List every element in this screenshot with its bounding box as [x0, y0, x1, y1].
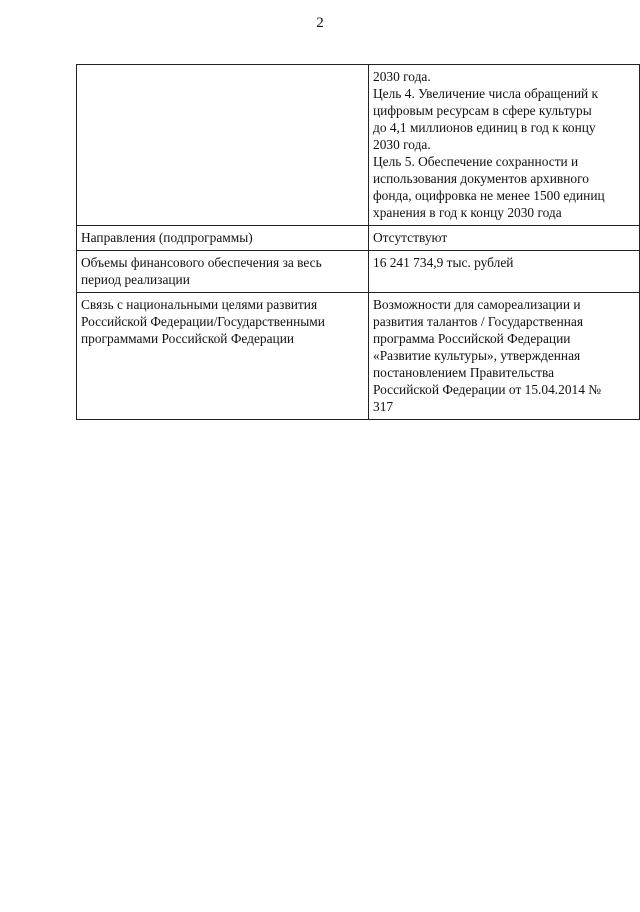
national-goals-value-line: Возможности для самореализации и	[373, 297, 581, 312]
national-goals-value-line: 317	[373, 399, 394, 414]
national-goals-value-line: программа Российской Федерации	[373, 331, 571, 346]
goals-line: использования документов архивного	[373, 171, 589, 186]
table-row-national-goals	[77, 293, 640, 420]
directions-value: Отсутствуют	[373, 230, 448, 245]
table-row-directions	[77, 226, 640, 251]
funding-value: 16 241 734,9 тыс. рублей	[373, 255, 514, 270]
page-number: 2	[316, 15, 324, 31]
table-row-funding	[77, 251, 640, 293]
program-passport-table	[76, 64, 640, 420]
cell-directions-value	[369, 226, 640, 251]
national-goals-label-line: Связь с национальными целями развития	[81, 297, 318, 312]
goals-line: цифровым ресурсам в сфере культуры	[373, 103, 592, 118]
cell-national-goals-label	[77, 293, 369, 420]
national-goals-label-line: программами Российской Федерации	[81, 331, 295, 346]
goals-line: 2030 года.	[373, 69, 431, 84]
goals-line: 2030 года.	[373, 137, 431, 152]
cell-funding-label	[77, 251, 369, 293]
cell-directions-label	[77, 226, 369, 251]
national-goals-value-line: «Развитие культуры», утвержденная	[373, 348, 581, 363]
directions-label: Направления (подпрограммы)	[81, 230, 253, 245]
funding-label-line: период реализации	[81, 272, 190, 287]
goals-line: фонда, оцифровка не менее 1500 единиц	[373, 188, 605, 203]
national-goals-value-line: развития талантов / Государственная	[373, 314, 583, 329]
cell-national-goals-value	[369, 293, 640, 420]
national-goals-label-line: Российской Федерации/Государственными	[81, 314, 325, 329]
cell-goals	[369, 65, 640, 226]
funding-label-line: Объемы финансового обеспечения за весь	[81, 255, 322, 270]
table-row-goals	[77, 65, 640, 226]
goals-line: Цель 4. Увеличение числа обращений к	[373, 86, 599, 101]
goals-line: до 4,1 миллионов единиц в год к концу	[373, 120, 596, 135]
cell-empty	[77, 65, 369, 226]
national-goals-value-line: постановлением Правительства	[373, 365, 555, 380]
cell-funding-value	[369, 251, 640, 293]
national-goals-value-line: Российской Федерации от 15.04.2014 №	[373, 382, 602, 397]
goals-line: хранения в год к концу 2030 года	[373, 205, 562, 220]
goals-line: Цель 5. Обеспечение сохранности и	[373, 154, 579, 169]
